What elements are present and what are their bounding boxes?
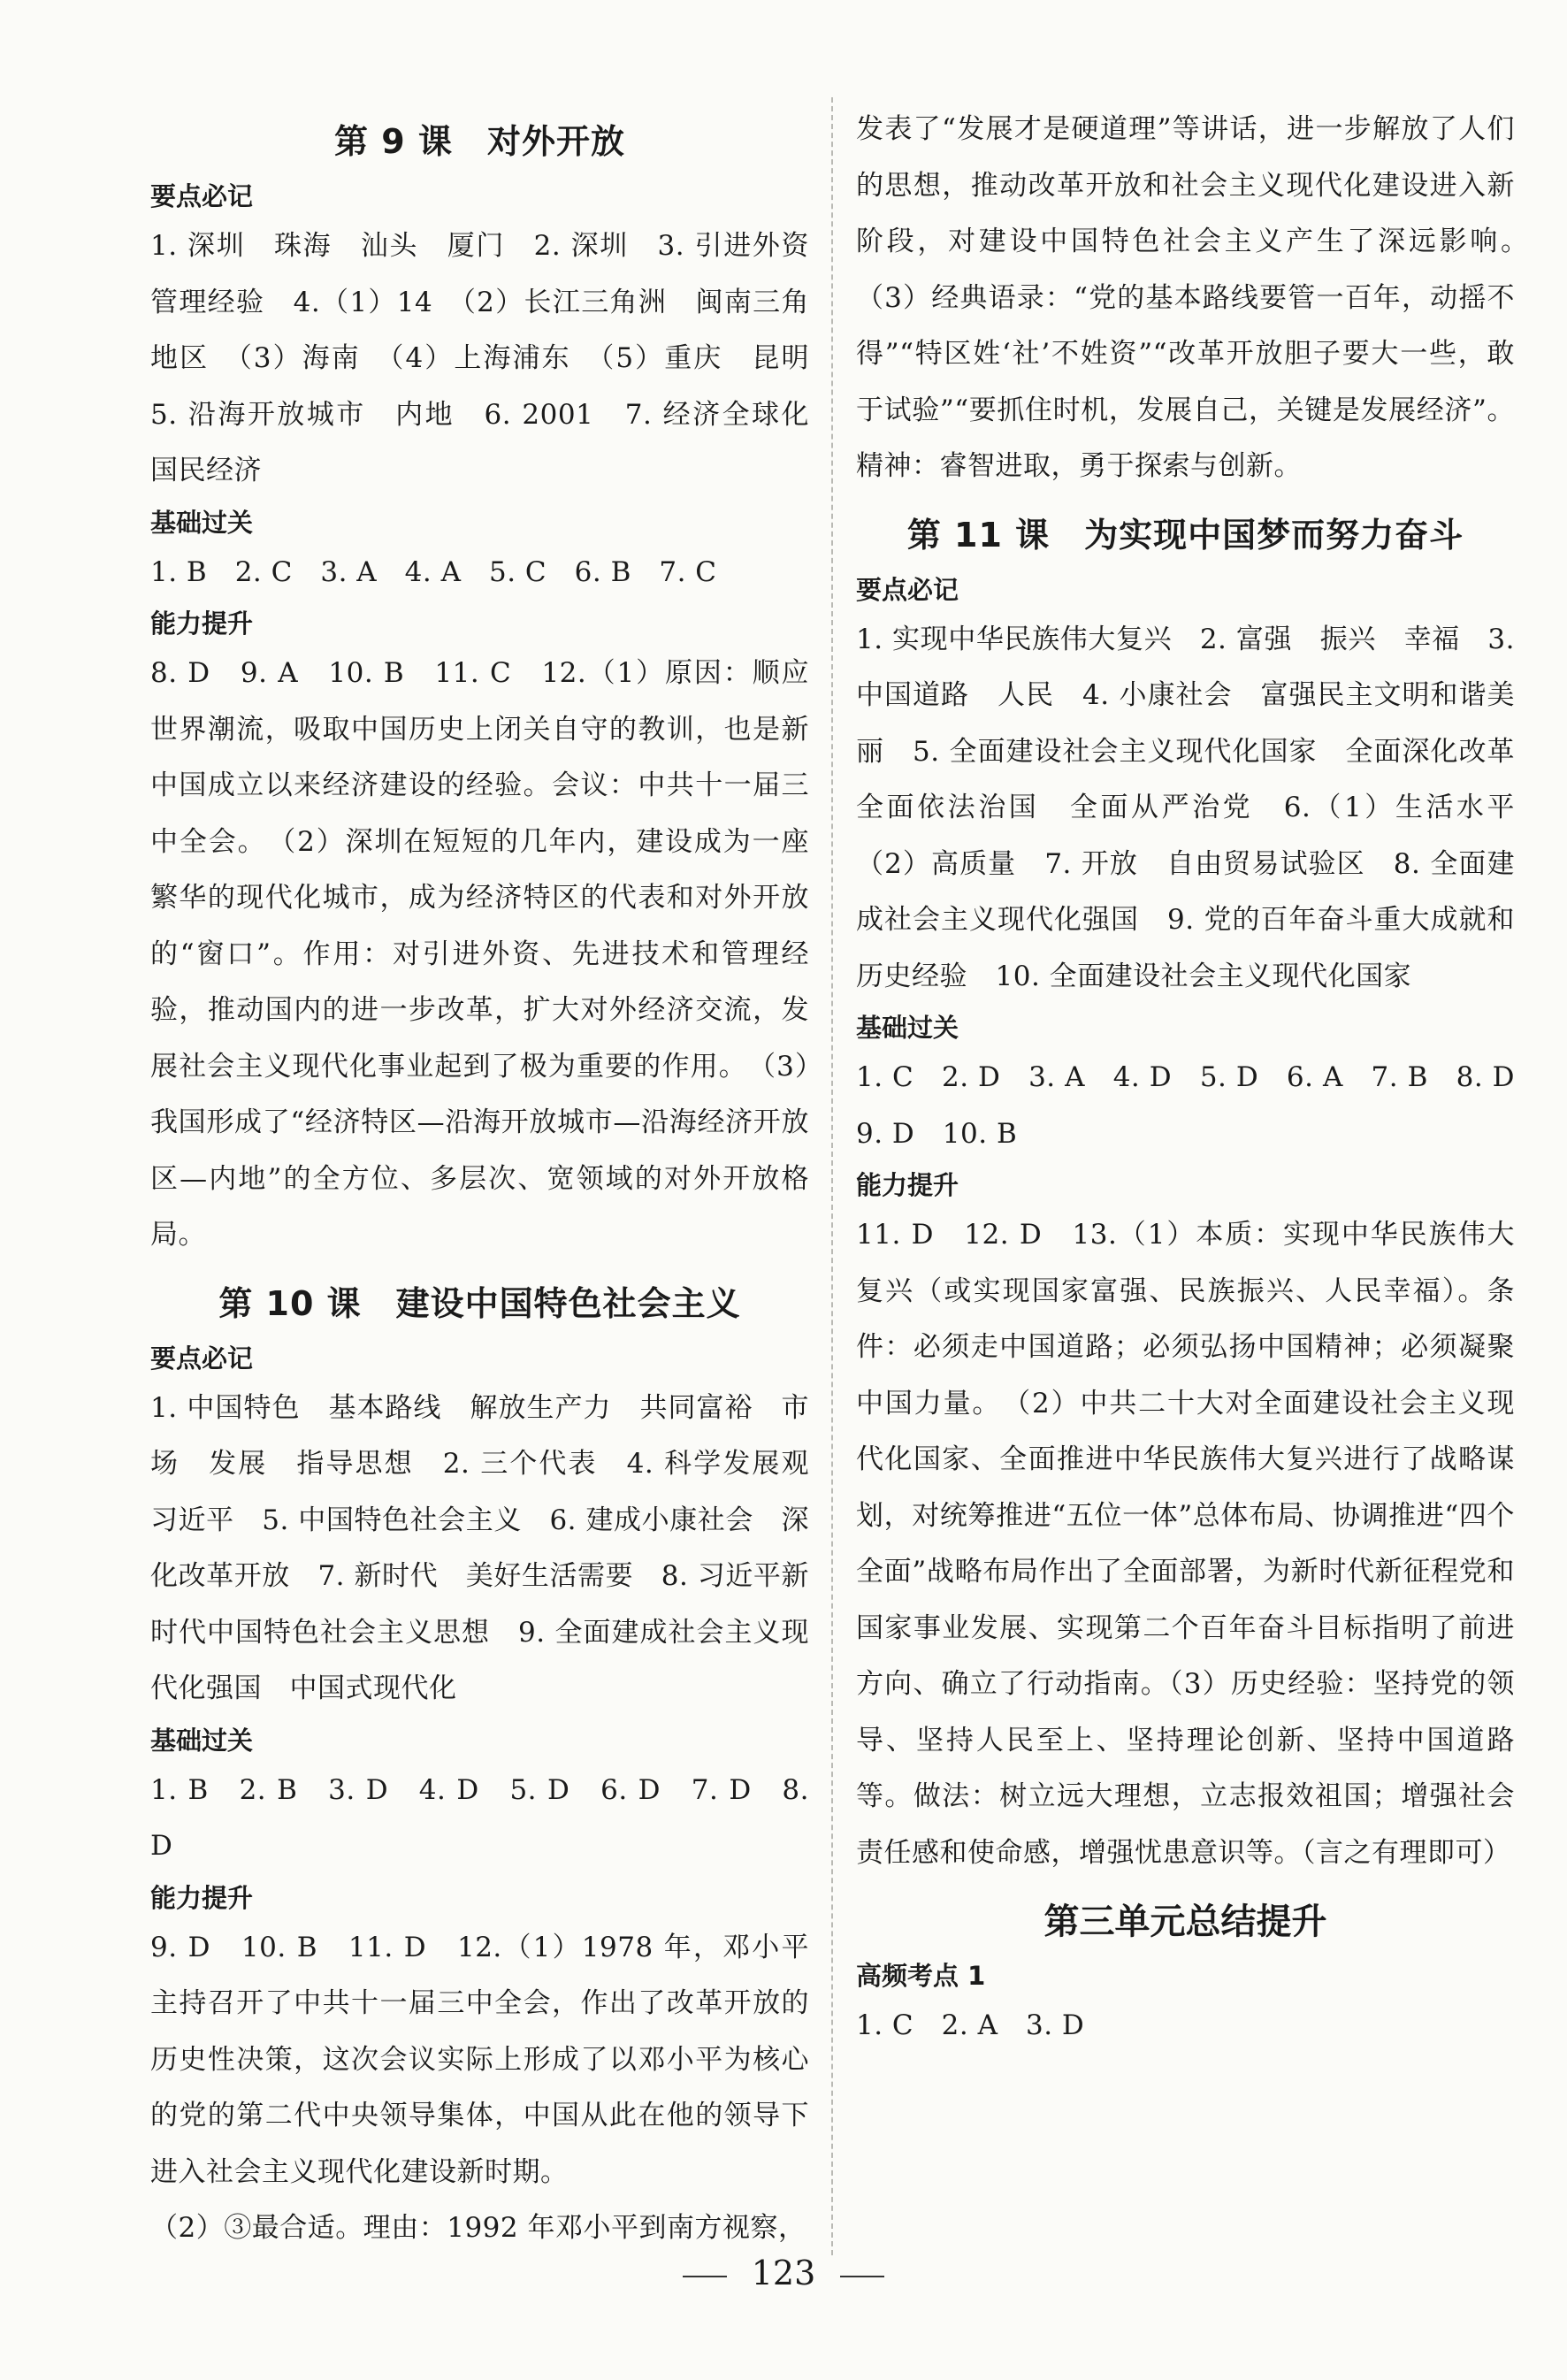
lesson-11-key-points-heading: 要点必记 bbox=[856, 574, 959, 605]
lesson-10-ability-answers: 9. D 10. B 11. D 12.（1）1978 年，邓小平主持召开了中共十一届三中全会，作出了改革开放的历史性决策，这次会议实际上形成了以邓小平为核心的党的第二代中央领导集体，中国从此在他的领导下进入社会主义现代化建设新时期。 bbox=[150, 1931, 809, 2188]
lesson-10-key-points-heading: 要点必记 bbox=[150, 1343, 254, 1374]
lesson-10-key-points-text: 1. 中国特色 基本路线 解放生产力 共同富裕 市场 发展 指导思想 2. 三个代表 4. 科学发展观 习近平 5. 中国特色社会主义 6. 建成小康社会 深化改革开放 7. 新时代 美好生活需要 8. 习近平新时代中国特色社会主义思想 9. 全面建成社会主义现代化强国 中国式现代化 bbox=[150, 1391, 837, 1704]
high-frequency-point-1-answers: 1. C 2. A 3. D bbox=[856, 2009, 1085, 2041]
lesson-9-ability-heading: 能力提升 bbox=[150, 608, 254, 639]
page-number: 123 bbox=[751, 2254, 816, 2292]
left-column bbox=[150, 102, 837, 2257]
unit-3-summary-title: 第三单元总结提升 bbox=[1043, 1902, 1327, 1942]
lesson-9-basic-answers: 1. B 2. C 3. A 4. A 5. C 6. B 7. C bbox=[150, 555, 717, 588]
lesson-9-basic-heading: 基础过关 bbox=[150, 507, 254, 538]
lesson-11-basic-heading: 基础过关 bbox=[856, 1013, 959, 1043]
lesson-11-title: 第 11 课 为实现中国梦而努力奋斗 bbox=[906, 515, 1464, 555]
column-divider bbox=[831, 97, 833, 2255]
lesson-10-basic-heading: 基础过关 bbox=[150, 1725, 254, 1756]
lesson-10-continued-text: 发表了“发展才是硬道理”等讲话，进一步解放了人们的思想，推动改革开放和社会主义现代化建设进入新阶段，对建设中国特色社会主义产生了深远影响。 （3）经典语录：“党的基本路线要管一百年，动摇不得”“特区姓‘社’不姓资”“改革开放胆子要大一些，敢于试验”“要抓住时机，发展自己，关键是发展经济”。精神：睿智进取，勇于探索与创新。 bbox=[856, 113, 1543, 482]
right-column bbox=[856, 102, 1543, 2055]
lesson-10-ability-answers-continued: （2）③最合适。理由：1992 年邓小平到南方视察， bbox=[150, 2212, 806, 2244]
footer-right-dash bbox=[840, 2276, 884, 2277]
lesson-9-key-points-text: 1. 深圳 珠海 汕头 厦门 2. 深圳 3. 引进外资 管理经验 4.（1）14 （2）长江三角洲 闽南三角地区 （3）海南 （4）上海浦东 （5）重庆 昆明 5. 沿海开放城市 内地 6. 2001 7. 经济全球化 国民经济 bbox=[150, 230, 837, 486]
lesson-10-title: 第 10 课 建设中国特色社会主义 bbox=[218, 1283, 741, 1323]
lesson-9-ability-answers: 8. D 9. A 10. B 11. C 12.（1）原因：顺应世界潮流，吸取中国历史上闭关自守的教训，也是新中国成立以来经济建设的经验。会议：中共十一届三中全会。 （2）深圳在短短的几年内，建设成为一座繁华的现代化城市，成为经济特区的代表和对外开放的“窗口”。作用：对引进外资、先进技术和管理经验，推动国内的进一步改革，扩大对外经济交流，发展社会主义现代化事业起到了极为重要的作用。 （3）我国形成了“经济特区—沿海开放城市—沿海经济开放区—内地”的全方位、多层次、宽领域的对外开放格局。 bbox=[150, 657, 809, 1251]
footer-left-dash bbox=[683, 2276, 727, 2277]
lesson-9-key-points-heading: 要点必记 bbox=[150, 181, 254, 211]
page-number-footer bbox=[0, 2254, 1567, 2292]
lesson-11-basic-answers: 1. C 2. D 3. A 4. D 5. D 6. A 7. B 8. D 9. D 10. B bbox=[856, 1061, 1543, 1150]
high-frequency-point-1-heading: 高频考点 1 bbox=[856, 1961, 986, 1991]
lesson-11-key-points-text: 1. 实现中华民族伟大复兴 2. 富强 振兴 幸福 3. 中国道路 人民 4. 小康社会 富强民主文明和谐美丽 5. 全面建设社会主义现代化国家 全面深化改革 全面依法治国 全面从严治党 6.（1）生活水平 （2）高质量 7. 开放 自由贸易试验区 8. 全面建成社会主义现代化强国 9. 党的百年奋斗重大成就和历史经验 10. 全面建设社会主义现代化国家 bbox=[856, 623, 1543, 992]
lesson-9-title: 第 9 课 对外开放 bbox=[334, 122, 625, 161]
lesson-11-ability-heading: 能力提升 bbox=[856, 1170, 959, 1200]
lesson-10-ability-heading: 能力提升 bbox=[150, 1882, 254, 1913]
lesson-11-ability-answers: 11. D 12. D 13.（1）本质：实现中华民族伟大复兴（或实现国家富强、民族振兴、人民幸福）。条件：必须走中国道路；必须弘扬中国精神；必须凝聚中国力量。 （2）中共二十大对全面建设社会主义现代化国家、全面推进中华民族伟大复兴进行了战略谋划，对统筹推进“五位一体”总体布局、协调推进“四个全面”战略布局作出了全面部署，为新时代新征程党和国家事业发展、实现第二个百年奋斗目标指明了前进方向、确立了行动指南。（3）历史经验：坚持党的领导、坚持人民至上、坚持理论创新、坚持中国道路等。做法：树立远大理想，立志报效祖国；增强社会责任感和使命感，增强忧患意识等。（言之有理即可） bbox=[856, 1219, 1515, 1869]
lesson-10-basic-answers: 1. B 2. B 3. D 4. D 5. D 6. D 7. D 8. D bbox=[150, 1773, 809, 1862]
